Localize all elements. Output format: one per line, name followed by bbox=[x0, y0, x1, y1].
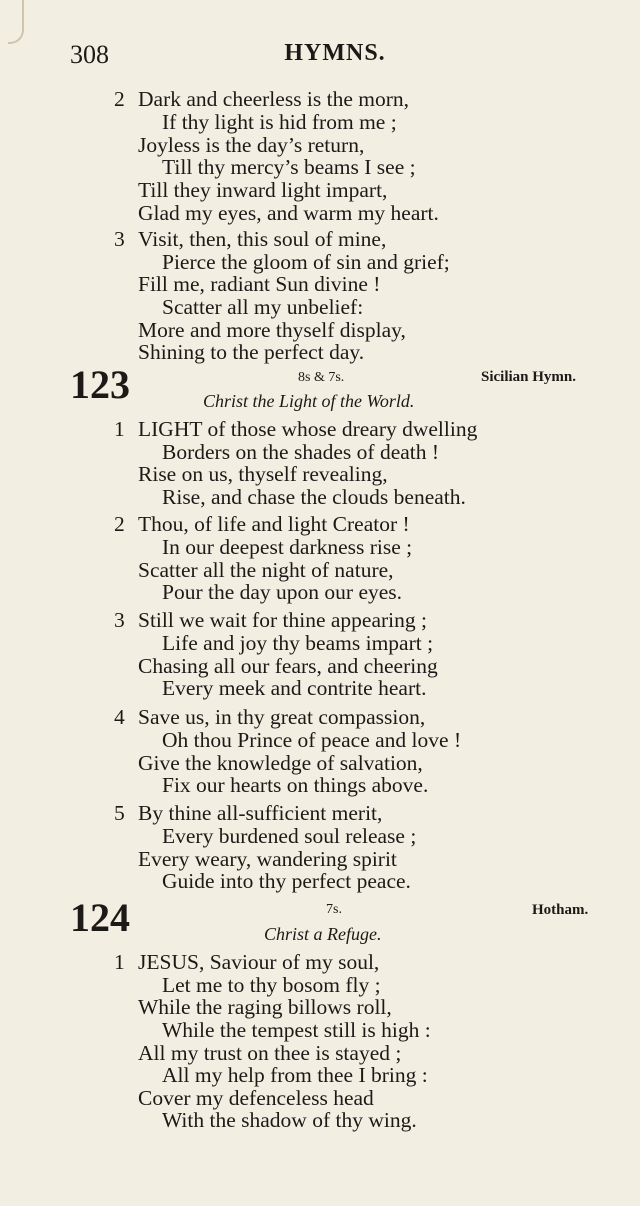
page-edge-mark bbox=[8, 0, 24, 44]
verse-line: All my help from thee I bring : bbox=[162, 1063, 428, 1087]
verse-line: All my trust on thee is stayed ; bbox=[138, 1041, 402, 1065]
verse-line: Save us, in thy great compassion, bbox=[138, 705, 426, 729]
verse-line: While the raging billows roll, bbox=[138, 995, 392, 1019]
verse-number: 5 bbox=[114, 801, 125, 825]
verse-line: While the tempest still is high : bbox=[162, 1018, 431, 1042]
verse-line: Fill me, radiant Sun divine ! bbox=[138, 272, 381, 296]
hymn-title: Christ a Refuge. bbox=[264, 924, 382, 944]
verse-line: LIGHT of those whose dreary dwelling bbox=[138, 417, 478, 441]
verse-line: Scatter all the night of nature, bbox=[138, 558, 394, 582]
verse-line: Thou, of life and light Creator ! bbox=[138, 512, 410, 536]
verse-line: Chasing all our fears, and cheering bbox=[138, 654, 438, 678]
verse-number: 3 bbox=[114, 227, 125, 251]
hymn-title: Christ the Light of the World. bbox=[203, 391, 415, 411]
hymn-number: 123 bbox=[70, 362, 130, 407]
verse-line: Dark and cheerless is the morn, bbox=[138, 87, 410, 111]
hymn-number: 124 bbox=[70, 895, 130, 940]
verse-number: 1 bbox=[114, 950, 125, 974]
verse-line: Still we wait for thine appearing ; bbox=[138, 608, 427, 632]
verse-line: Joyless is the day’s return, bbox=[138, 133, 365, 157]
verse-line: Every weary, wandering spirit bbox=[138, 847, 397, 871]
verse-line: Pierce the gloom of sin and grief; bbox=[162, 250, 450, 274]
verse-line: Pour the day upon our eyes. bbox=[162, 580, 403, 604]
verse-line: Cover my defenceless head bbox=[138, 1086, 374, 1110]
page-header bbox=[70, 40, 600, 80]
hymn-tune: Sicilian Hymn. bbox=[481, 369, 577, 385]
verse-line: Life and joy thy beams impart ; bbox=[162, 631, 434, 655]
verse-line: JESUS, Saviour of my soul, bbox=[138, 950, 380, 974]
verse-line: Till they inward light impart, bbox=[138, 178, 388, 202]
verse-line: Rise on us, thyself revealing, bbox=[138, 462, 388, 486]
verse-number: 1 bbox=[114, 417, 125, 441]
verse-line: Shining to the perfect day. bbox=[138, 340, 365, 364]
verse-line: Glad my eyes, and warm my heart. bbox=[138, 201, 439, 225]
verse-number: 2 bbox=[114, 87, 125, 111]
verse-line: Scatter all my unbelief: bbox=[162, 295, 364, 319]
verse-line: Borders on the shades of death ! bbox=[162, 440, 440, 464]
verse-line: Rise, and chase the clouds beneath. bbox=[162, 485, 466, 509]
hymn-meter: 8s & 7s. bbox=[298, 370, 345, 385]
verse-line: In our deepest darkness rise ; bbox=[162, 535, 413, 559]
verse-line: Visit, then, this soul of mine, bbox=[138, 227, 387, 251]
verse-line: Fix our hearts on things above. bbox=[162, 773, 429, 797]
running-head: HYMNS. bbox=[284, 40, 386, 66]
verse-line: By thine all-sufficient merit, bbox=[138, 801, 383, 825]
hymn-meter: 7s. bbox=[326, 902, 342, 917]
verse-number: 3 bbox=[114, 608, 125, 632]
verse-line: Give the knowledge of salvation, bbox=[138, 751, 423, 775]
verse-line: More and more thyself display, bbox=[138, 318, 406, 342]
hymn-tune: Hotham. bbox=[532, 902, 589, 918]
verse-line: Till thy mercy’s beams I see ; bbox=[162, 155, 416, 179]
page-number: 308 bbox=[70, 40, 109, 69]
verse-line: With the shadow of thy wing. bbox=[162, 1108, 417, 1132]
verse-line: Oh thou Prince of peace and love ! bbox=[162, 728, 462, 752]
verse-line: Every meek and contrite heart. bbox=[162, 676, 427, 700]
verse-number: 2 bbox=[114, 512, 125, 536]
verse-line: If thy light is hid from me ; bbox=[162, 110, 397, 134]
verse-line: Every burdened soul release ; bbox=[162, 824, 417, 848]
verse-line: Guide into thy perfect peace. bbox=[162, 869, 411, 893]
verse-number: 4 bbox=[114, 705, 125, 729]
verse-line: Let me to thy bosom fly ; bbox=[162, 973, 381, 997]
